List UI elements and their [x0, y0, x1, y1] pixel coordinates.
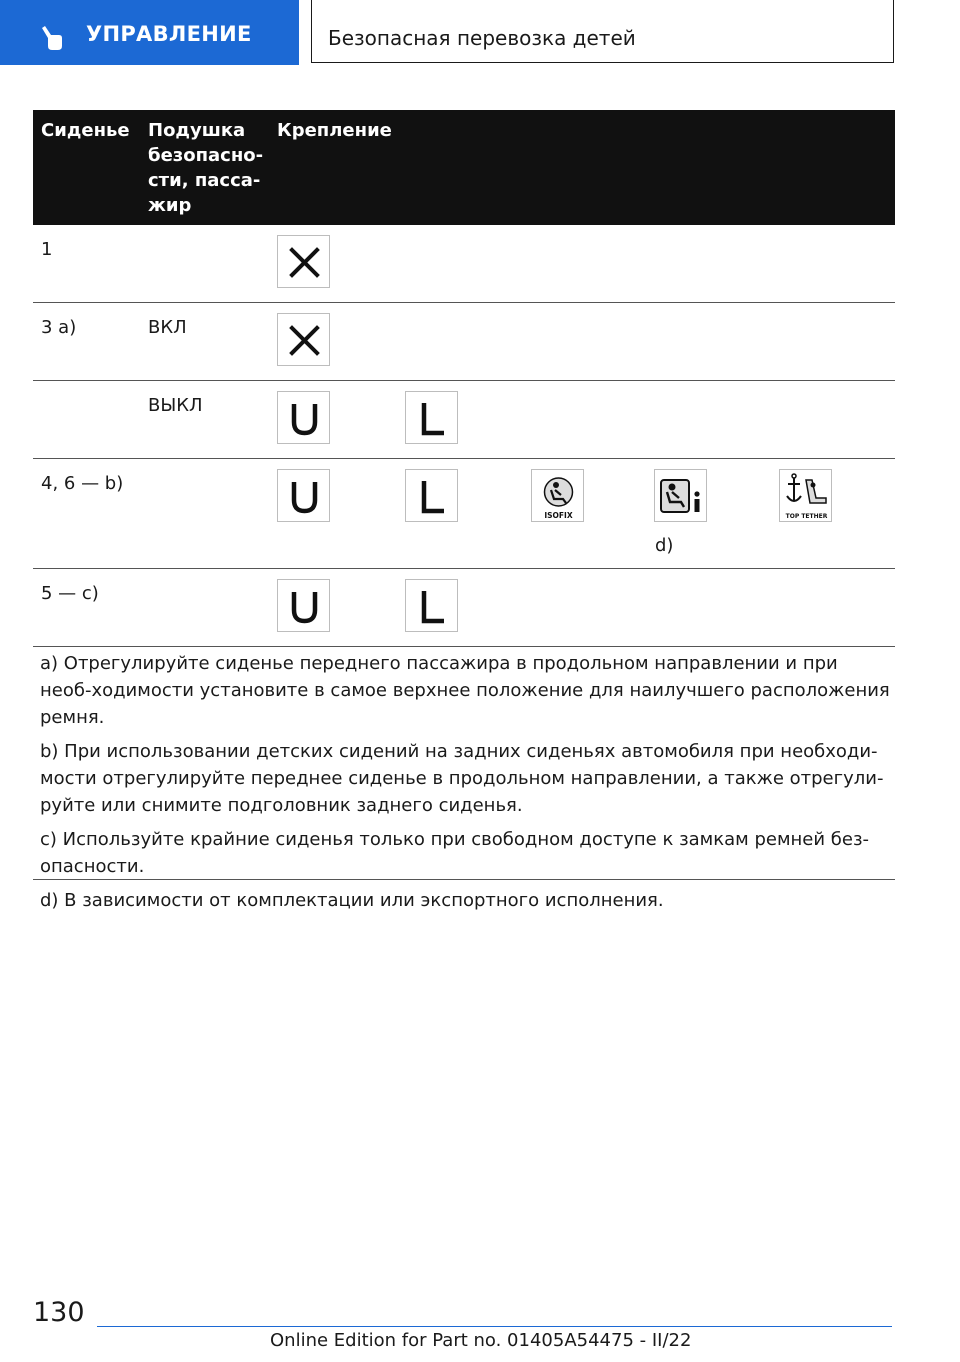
hand-pointer-icon [38, 24, 66, 52]
section-label: УПРАВЛЕНИЕ [86, 22, 252, 46]
page-number: 130 [33, 1297, 85, 1328]
airbag-cell: ВЫКЛ [148, 395, 203, 416]
table-row [33, 225, 895, 303]
top-tether-icon [779, 469, 832, 522]
seat-cell: 3 a) [41, 317, 77, 338]
x-not-allowed-icon [277, 313, 330, 366]
isofix-icon [531, 469, 584, 522]
footnote-a: a) Отрегулируйте сиденье переднего пассажира в продольном направлении и при необ-ходимости установите в самое верхнее положение для наилучшего расположения ремня. [40, 653, 890, 728]
lateral-l-icon [405, 579, 458, 632]
footer-divider [97, 1326, 892, 1327]
lateral-l-icon [405, 469, 458, 522]
isofix-label: ISOFIX [544, 511, 573, 520]
footnote-b: b) При использовании детских сидений на задних сиденьях автомобиля при необходи-мости отрегулируйте переднее сиденье в продольном направлении, а также отрегули-руйте или снимите подголовник заднего сиденья. [40, 741, 884, 816]
airbag-cell: ВКЛ [148, 317, 187, 338]
footnotes-divider [33, 879, 895, 880]
header-seat: Сиденье [41, 120, 130, 141]
i-size-icon [654, 469, 707, 522]
table-row [33, 381, 895, 459]
footnote-marker: d) [655, 535, 674, 556]
edition-link[interactable]: Online Edition for Part no. 01405A54475 - II/22 [270, 1330, 692, 1351]
universal-u-icon [277, 469, 330, 522]
universal-u-icon [277, 391, 330, 444]
table-header [33, 110, 895, 225]
seat-cell: 4, 6 — b) [41, 473, 124, 494]
seat-cell: 5 — c) [41, 583, 99, 604]
footnote-c: c) Используйте крайние сиденья только при свободном доступе к замкам ремней без-опасности. [40, 829, 870, 877]
section-tab [0, 0, 299, 65]
x-not-allowed-icon [277, 235, 330, 288]
page-title-box [311, 0, 894, 63]
universal-u-icon [277, 579, 330, 632]
footnote-d: d) В зависимости от комплектации или экспортного исполнения. [40, 890, 664, 911]
table-row [33, 569, 895, 647]
table-row [33, 303, 895, 381]
top-tether-label: TOP TETHER [785, 513, 828, 520]
header-mounting: Крепление [277, 120, 392, 141]
seat-cell: 1 [41, 239, 53, 260]
lateral-l-icon [405, 391, 458, 444]
footnotes [40, 650, 892, 921]
child-seat-table [33, 110, 895, 647]
header-airbag: Подушка безопасно-сти, пасса-жир [148, 120, 264, 216]
table-row [33, 459, 895, 569]
page-title: Безопасная перевозка детей [328, 26, 636, 50]
